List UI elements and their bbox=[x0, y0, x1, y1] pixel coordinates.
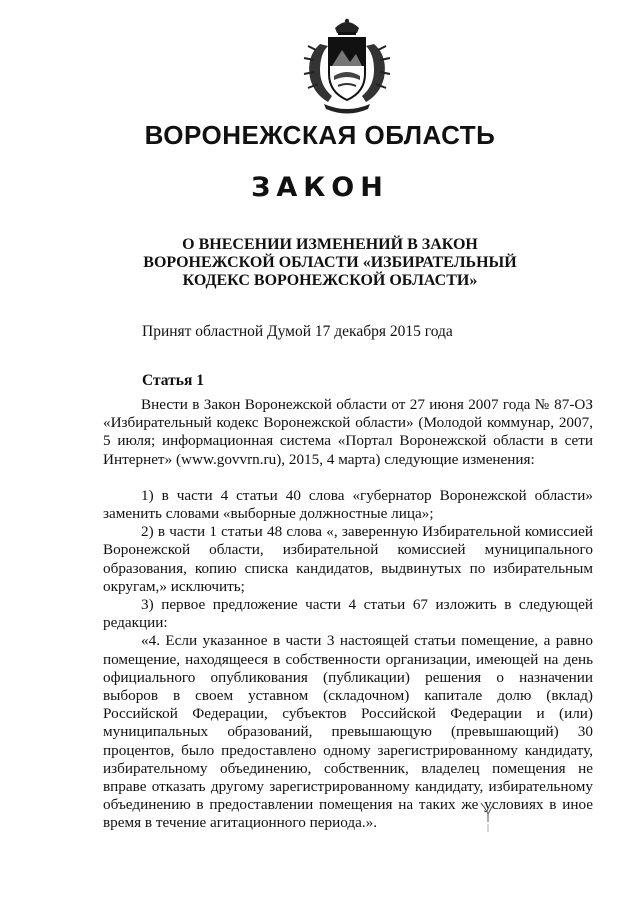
law-title-line: ВОРОНЕЖСКОЙ ОБЛАСТИ «ИЗБИРАТЕЛЬНЫЙ bbox=[143, 254, 517, 271]
voronezh-coat-of-arms-icon bbox=[298, 16, 396, 116]
law-title-line: О ВНЕСЕНИИ ИЗМЕНЕНИЙ В ЗАКОН bbox=[182, 236, 478, 253]
amendment-item: 1) в части 4 статьи 40 слова «губернатор Воронежской области» заменить словами «выборные должностные лица»; bbox=[103, 486, 593, 523]
amendment-quote: «4. Если указанное в части 3 настоящей статьи помещение, а равно помещение, находящееся в собственности организации, имеющей на день официального опубликования (публикации) решения о назначении выборов в своем уставном (складочном) капитале долю (вклад) Российской Федерации, субъектов Российской Федерации и (или) муниципальных образований, превышающую (превышающий) 30 процентов, было предоставлено одному зарегистрированному кандидату, избирательному объединению, собственник, владелец помещения не вправе отказать другому зарегистрированному кандидату, избирательному объединению в предоставлении помещения на таких же условиях в иное время в течение агитационного периода.». bbox=[103, 632, 593, 832]
handwritten-mark-icon bbox=[478, 800, 498, 834]
article-heading: Статья 1 bbox=[142, 372, 204, 389]
law-title-line: КОДЕКС ВОРОНЕЖСКОЙ ОБЛАСТИ» bbox=[182, 272, 478, 289]
article-body bbox=[103, 396, 593, 833]
adoption-date: Принят областной Думой 17 декабря 2015 года bbox=[142, 323, 453, 340]
article-intro: Внести в Закон Воронежской области от 27 июня 2007 года № 87-ОЗ «Избирательный кодекс Воронежской области» (Молодой коммунар, 2007, 5 июля; информационная система «Портал Воронежской области в сети Интернет» (www.govvrn.ru), 2015, 4 марта) следующие изменения: bbox=[103, 396, 593, 468]
document-type: ЗАКОН bbox=[251, 172, 389, 203]
amendment-item: 2) в части 1 статьи 48 слова «, заверенную Избирательной комиссией Воронежской области, избирательной комиссией муниципального образования, копию списка кандидатов, выдвинутых по избирательным округам,» исключить; bbox=[103, 523, 593, 595]
law-title bbox=[100, 236, 560, 290]
amendment-item: 3) первое предложение части 4 статьи 67 изложить в следующей редакции: bbox=[103, 596, 593, 632]
region-name: ВОРОНЕЖСКАЯ ОБЛАСТЬ bbox=[144, 120, 496, 150]
